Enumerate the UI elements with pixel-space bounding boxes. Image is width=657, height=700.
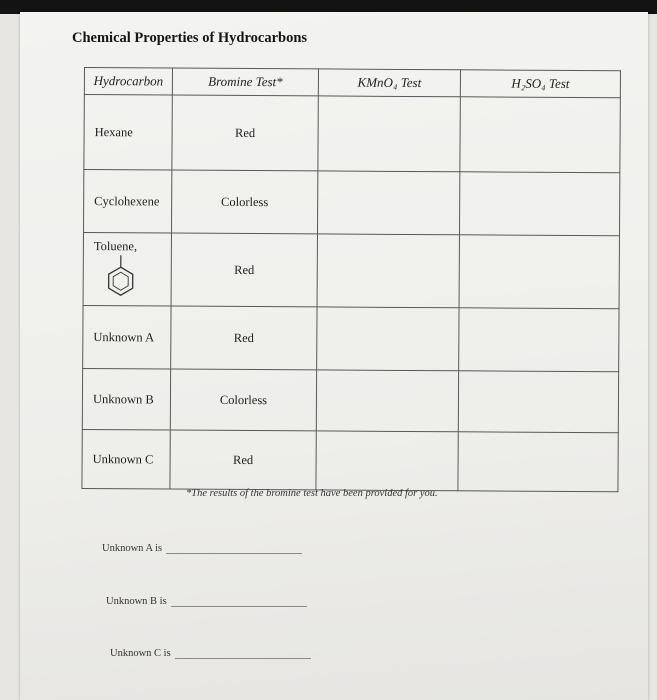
bromine-result: Red	[170, 430, 316, 490]
bromine-result: Red	[171, 233, 317, 307]
column-header: Hydrocarbon	[84, 68, 172, 96]
hydrocarbon-name: Unknown B	[82, 368, 170, 430]
prompt-label: Unknown B is	[106, 596, 167, 607]
kmno4-result-cell[interactable]	[316, 370, 458, 432]
hydrocarbon-name: Hexane	[84, 95, 172, 171]
bromine-result: Colorless	[171, 170, 317, 234]
hydrocarbon-name: Unknown C	[82, 429, 170, 489]
prompt-label: Unknown C is	[110, 648, 171, 659]
kmno4-result-cell[interactable]	[316, 431, 458, 491]
unknown-a-prompt	[102, 543, 302, 554]
unknown-c-prompt	[110, 648, 311, 659]
column-header: Bromine Test*	[172, 68, 318, 96]
benzene-ring-methyl-icon	[104, 253, 138, 301]
answer-blank[interactable]	[171, 606, 307, 607]
h2so4-result-cell[interactable]	[459, 308, 619, 372]
page-title: Chemical Properties of Hydrocarbons	[72, 30, 308, 46]
table-row	[84, 95, 620, 173]
unknown-b-prompt	[106, 596, 307, 607]
table-row	[83, 232, 619, 308]
kmno4-result-cell[interactable]	[317, 307, 459, 371]
table-row	[82, 429, 618, 491]
worksheet-page	[20, 12, 648, 700]
bromine-result: Red	[171, 306, 317, 370]
results-table	[81, 67, 621, 492]
h2so4-result-cell[interactable]	[459, 235, 619, 309]
h2so4-result-cell[interactable]	[458, 371, 618, 433]
column-header: H₂SO₄ Test	[460, 70, 620, 98]
kmno4-result-cell[interactable]	[317, 171, 459, 235]
hydrocarbon-name: Toluene,	[93, 239, 138, 254]
answer-blank[interactable]	[175, 658, 311, 659]
hydrocarbon-name: Unknown A	[83, 305, 171, 369]
answer-blank[interactable]	[166, 553, 302, 554]
table-header-row	[84, 68, 620, 98]
column-header: KMnO₄ Test	[318, 69, 460, 97]
bromine-result: Red	[172, 95, 318, 171]
h2so4-result-cell[interactable]	[458, 432, 618, 492]
table-row	[82, 368, 618, 432]
bromine-result: Colorless	[170, 369, 316, 431]
h2so4-result-cell[interactable]	[460, 97, 620, 173]
table-row	[83, 305, 619, 371]
prompt-label: Unknown A is	[102, 543, 163, 554]
hydrocarbon-cell	[83, 232, 171, 306]
kmno4-result-cell[interactable]	[318, 96, 460, 172]
kmno4-result-cell[interactable]	[317, 234, 459, 308]
table-row	[83, 170, 619, 236]
footnote: *The results of the bromine test have been provided for you.	[186, 488, 438, 499]
h2so4-result-cell[interactable]	[459, 172, 619, 236]
hydrocarbon-name: Cyclohexene	[83, 170, 171, 234]
